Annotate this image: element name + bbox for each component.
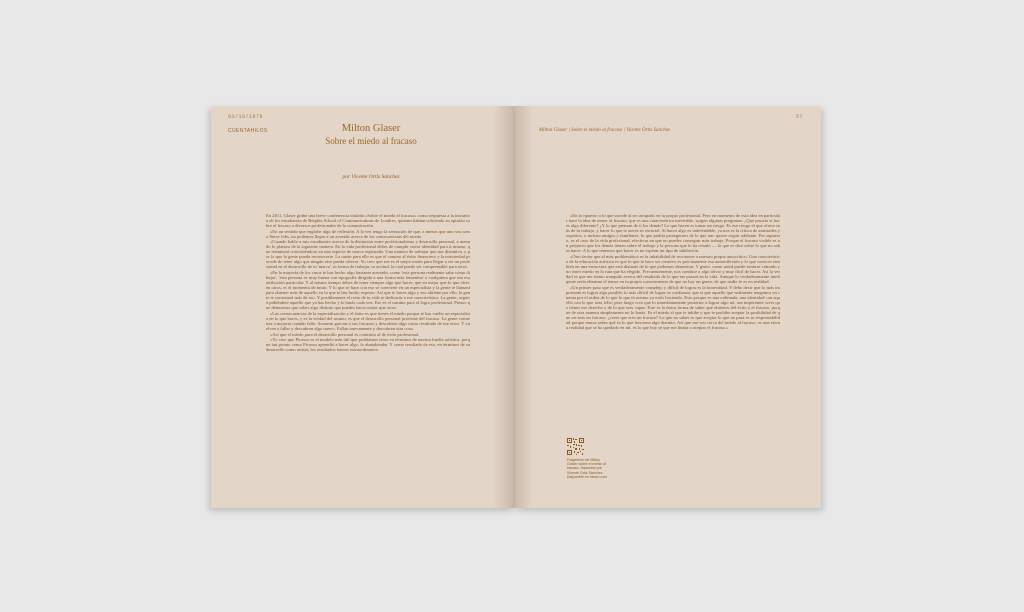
left-gutter-shadow [493,106,515,508]
magazine-spread [211,106,821,508]
paragraph: «Así que el miedo para el desarrollo personal es contrario al de éxito profesional. [270,331,420,337]
article-title: Milton Glaser [341,123,401,134]
running-head: Milton Glaser | Sobre el miedo al fracaso | Vicente Ortiz Sánchez [539,128,670,133]
left-column [266,213,470,353]
section-label: CUENTAHILOS [228,128,268,134]
paragraph: «Las consecuencias de la especialización y el éxito es que tienes el miedo porque te has vuelto un especialista en lo que haces, y es la verdad del asunto, es que el desarrollo personal proviene del fracaso. La gente comienza a mejorar cuando falla. Avanzan gracias a sus fracasos y descubren algo como resultado de ese error. Y vuelven a fallar y descubren algo nuevo. Fallan nuevamente y descubren otra cosa. [266,310,470,332]
left-folio: 03/10/1979 [228,114,264,120]
qr-caption: Fragmento de Milton Glaser sobre el miedo al fracaso, traducido por Vicente Ortiz Sánchez. Disponible en vimeo.com [567,458,608,479]
article-subtitle: Sobre el miedo al fracaso [325,136,417,146]
right-folio: 57 [795,114,803,120]
paragraph: «Yo creo que Picasso es el modelo más útil que podríamos tener en términos de nuestra huella artística, porque tan pronto como Picasso aprendió a hacer algo, lo abandonaba. Y como resultado de eso, en términos de su desarrollo como artista, los resultados fueron extraordinarios. [266,337,470,353]
paragraph: «En un sentido que englobe algo de reflexión. A la vez tengo la sensación de que, a menos que uno sea como Steve Jobs, no podemos llegar a un acuerdo acerca de las consecuencias del miedo. [266,228,470,239]
qr-code-icon [567,438,584,455]
left-page [211,106,515,508]
paragraph: «En la mayoría de los casos te has hecho algo bastante acertado, como 'esta persona realmente sabe cómo dibujar', 'esta persona es muy buena con tipografía dirigida a una forma más femenina' o cualquiera que sea esa atribución particular. Y al mismo tiempo debes de tener siempre algo que hacer, que en mejor que lo que ofrecen otros, es el momento de intuir. Y lo que se hace con eso se convierte en un especialista y la gente te llamará para obtener más de aquello en lo que te has hecho experto. Así que te haces algo y eso obtiene por ello, la gente te contratará más de eso. Y posiblemente el resto de tu vida te dedicarás a ese característica. La gente, seguirá pidiéndote aquello que ya has hecho y lo harás cada vez. Ese es el camino para el logro profesional. Pienso que demuestra que sabes algo distinto que puedes hacer mejor que otros. [266,270,470,311]
paragraph: «Otro factor que al más problemático es la inhabilidad de reconocer a nuestro propio autocrítico. Una característica de la educación artística es que lo que te hace ser creativo es precisamente esa autoinflexión y lo que conoces también en una estructura que está distante de lo que podemos demostrar. Y gente, como usted puede sentirse cómodo y no tener miedo en la ruta que ha elegido. Frecuentemente, nos conduce a algo obvio y muy fácil de hacer. Así la verdad es que me siento tranquilo acerca del resultado de lo que me pasará en la vida. Aunque lo verdaderamente inteligente sería eliminar el temor en tu propio conocimiento de que no hay un genio, de que nadie lo es en realidad. [566,253,780,285]
article-byline: por Vicente Ortiz Sánchez [342,174,400,180]
right-column [566,213,780,331]
paragraph: En 2011, Glaser grabó una breve conferencia titulada «Sobre el miedo al fracaso» como respuesta a la iniciativa de los estudiantes de Beights School of Communications de Londres, quienes habían solicitado su opinión sobre el fracaso a diversos profesionales de la comunicación. [266,213,470,229]
paragraph: «Cuando hablo a mis estudiantes acerca de la distinción entre profesionalismo y desarrollo personal, a menudo lo planteo de la siguiente manera. En la vida profesional debes de cumplir cierta identidad para ti mismo, que terminará convirtiéndose en una especie de marca registrada. Una manera de trabajar que sea distintiva, y por la que la gente pueda reconocerte. La razón para ello es que el camino al éxito financiero y la notoriedad procede de tener algo que ningún otro pueda ofrecer. Yo creo que ese es el mejor modo para llegar a ser un profesional en el desarrollo de tu 'marca', tu forma de trabajar, tu actitud, la cual puede ser comprensible para otros. [266,239,470,270]
right-page [515,106,821,508]
paragraph: «En lo opuesto a lo que sucede al ser atrapado en tu propio profesional. Pero en momento de esta idea en particular hace la idea de temor al fracaso, que es una característica inevitable, surgen algunas preguntas: ¿Qué pasaría si haces algo diferente? ¿Y lo que piensan de ti los demás? Lo que hacen es tomar un riesgo. Es ese riesgo el que ofrece más de tu trabajo, y hacer lo que te aterra es esencial. Si haces algo es indefendible, ya nos es la crítica de amistades y expertos, o incluso amigos y familiares, lo que podría protegernos de lo que uno quiere seguir adelante. Por supuesto, es el caso de la vida profesional, efectivas en que no puedes conseguir más trabajo. Porque el fracaso visible es un prejuicio que los demás tienen sobre el trabajo y la persona que lo ha creado — lo que se dice sobre lo que no sabes hacer. A lo que tenemos que hacer es no esperar un tipo de inhibición. [566,213,780,254]
paragraph: «Un primer paso que es verdaderamente complejo y difícil de lograr es la honestidad. Y debo decir que lo más importante es lograr algo posible; lo más difícil de lograr es confianza, que sí que aquello que realmente tengamos en cuenta por el orden de lo que lo que tú mismo ya estés haciendo. Esto porque es una ordenada, una identidad con aquello con lo que seas feliz; pero luego creo que lo inmediatamente posterior a lograr algo tal, sea importante creer que tienes ese derecho y de lo que eres capaz. Este es la única forma de saber qué obtienes del éxito y el fracaso, porque de otra manera simplemente no lo harás. Es el miedo el que te inhibe y que te prohíbe aceptar la posibilidad de que no seas un fracaso: ¿crees que eres un fracaso? Lo que no sabes es que aceptar lo que no pasa es tu responsabilidad porque nunca sabes qué es lo que funciona algo distinto. Así que me veo cerca del miedo al fracaso; es una eterna realidad que se ha quedado en mí, es lo que hoy sé que me limita a aceptar el fracaso.» [566,284,780,331]
right-gutter-shadow [515,106,533,508]
